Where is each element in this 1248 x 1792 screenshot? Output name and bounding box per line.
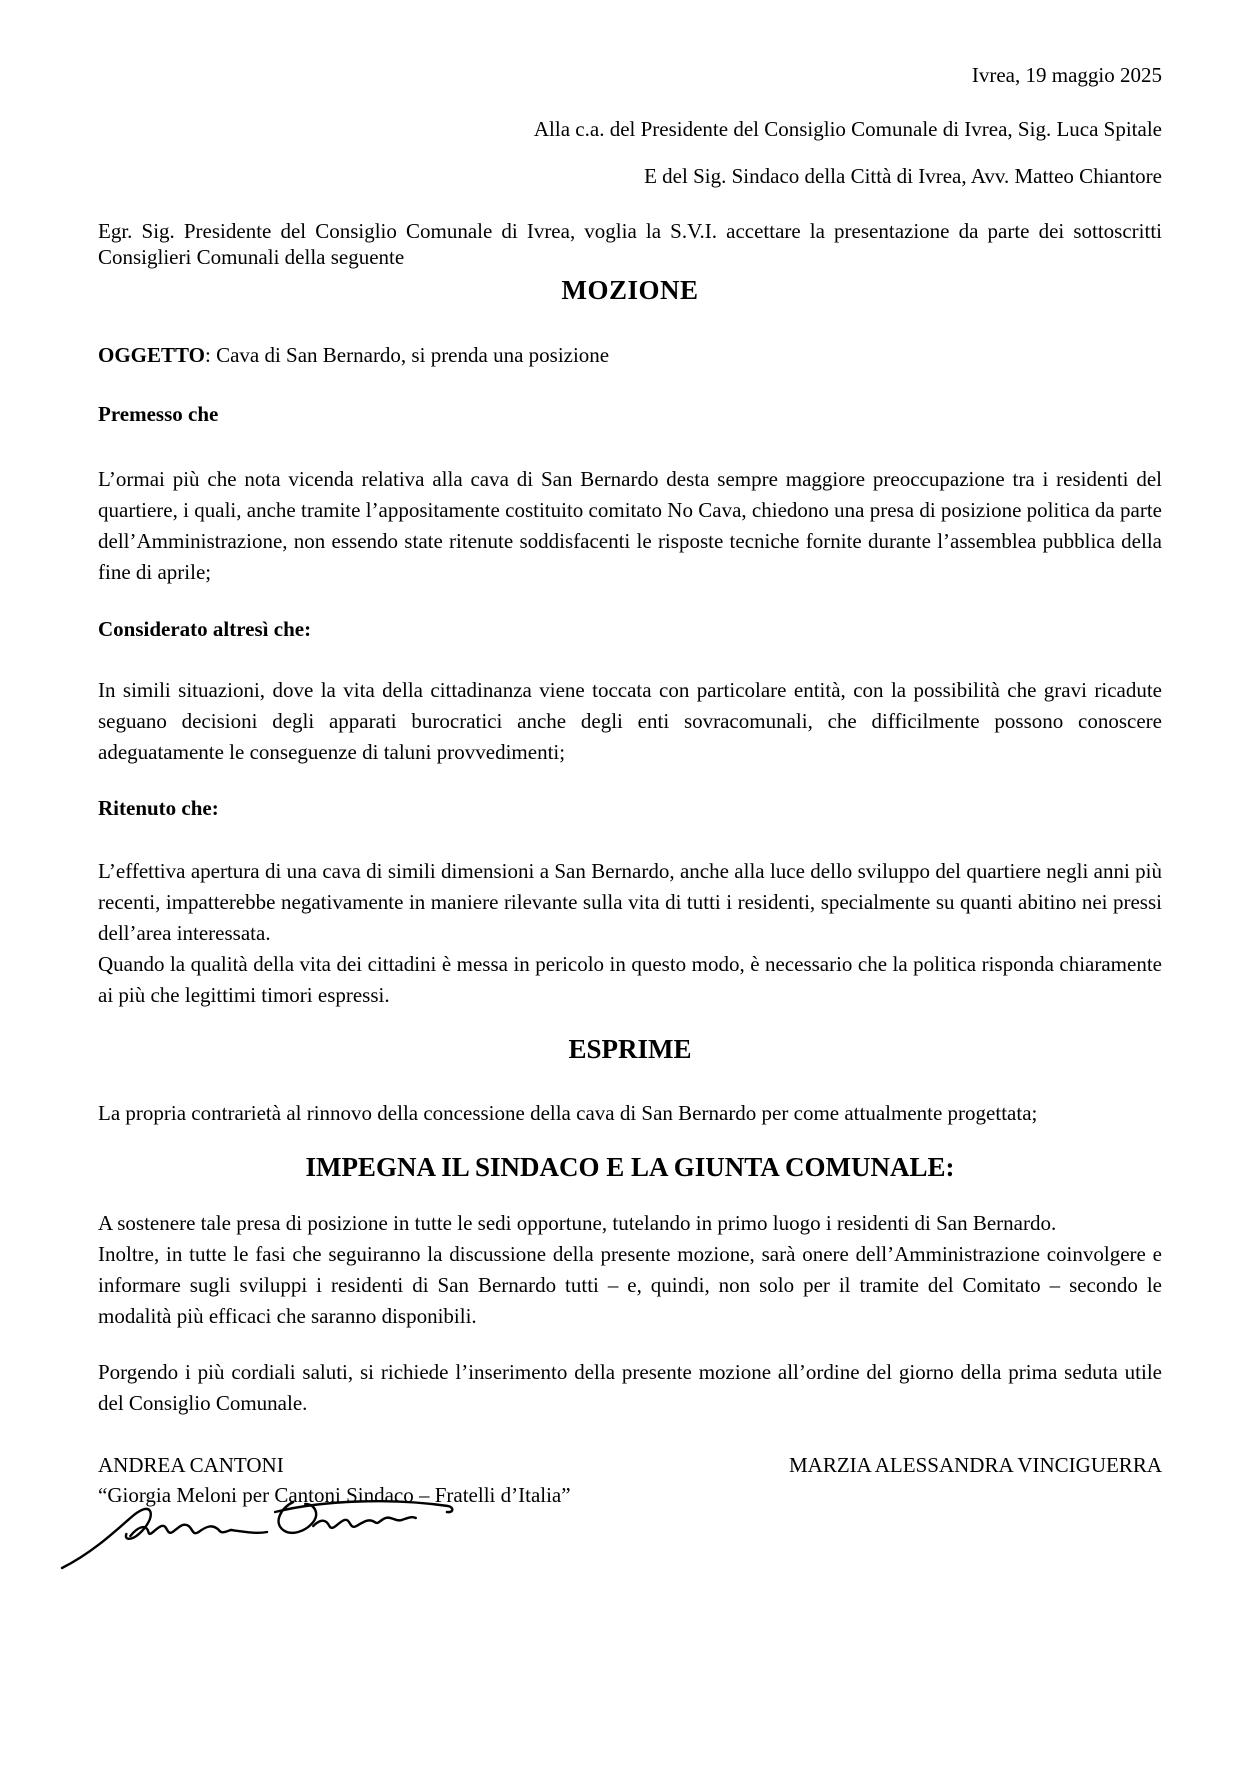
signer-name-left: ANDREA CANTONI	[98, 1453, 284, 1477]
date-line: Ivrea, 19 maggio 2025	[971, 63, 1162, 87]
paragraph-esprime: La propria contrarietà al rinnovo della concessione della cava di San Bernardo per come attualmente progettata;	[98, 1101, 1038, 1125]
heading-esprime: ESPRIME	[568, 1034, 692, 1064]
document-title: MOZIONE	[561, 275, 699, 305]
subject-text: : Cava di San Bernardo, si prenda una posizione	[204, 343, 610, 367]
signers-row	[98, 1450, 1162, 1481]
heading-premesso: Premesso che	[98, 402, 219, 426]
paragraph-ritenuto-1: L’effettiva apertura di una cava di simili dimensioni a San Bernardo, anche alla luce dello sviluppo del quartiere negli anni più recenti, impatterebbe negativamente in maniere rilevante sulla vita di tutti i residenti, specialmente su quanti abitino nei pressi dell’area interessata.	[98, 859, 1162, 945]
signer-group-caption: “Giorgia Meloni per Cantoni Sindaco – Fratelli d’Italia”	[98, 1483, 571, 1507]
paragraph-impegna-2: Inoltre, in tutte le fasi che seguiranno la discussione della presente mozione, sarà onere dell’Amministrazione coinvolgere e informare sugli sviluppi i residenti di San Bernardo tutti – e, quindi, non solo per il tramite del Comitato – secondo le modalità più efficaci che saranno disponibili.	[98, 1242, 1162, 1328]
paragraph-ritenuto-2: Quando la qualità della vita dei cittadini è messa in pericolo in questo modo, è necessario che la politica risponda chiaramente ai più che legittimi timori espressi.	[98, 952, 1162, 1007]
paragraph-impegna-1: A sostenere tale presa di posizione in tutte le sedi opportune, tutelando in primo luogo i residenti di San Bernardo.	[98, 1211, 1057, 1235]
paragraph-premesso: L’ormai più che nota vicenda relativa alla cava di San Bernardo desta sempre maggiore preoccupazione tra i residenti del quartiere, i quali, anche tramite l’appositamente costituito comitato No Cava, chiedono una presa di posizione politica da parte dell’Amministrazione, non essendo state ritenute soddisfacenti le risposte tecniche fornite durante l’assemblea pubblica della fine di aprile;	[98, 467, 1162, 584]
paragraph-considerato: In simili situazioni, dove la vita della cittadinanza viene toccata con particolare entità, con la possibilità che gravi ricadute seguano decisioni degli apparati burocratici anche degli enti sovracomunali, che difficilmente possono conoscere adeguatamente le conseguenze di taluni provvedimenti;	[98, 678, 1162, 764]
signer-name-right: MARZIA ALESSANDRA VINCIGUERRA	[789, 1453, 1162, 1477]
heading-impegna: IMPEGNA IL SINDACO E LA GIUNTA COMUNALE:	[305, 1152, 955, 1182]
recipient-line-mayor: E del Sig. Sindaco della Città di Ivrea, Avv. Matteo Chiantore	[644, 164, 1162, 188]
subject-line	[98, 340, 1162, 371]
subject-label: OGGETTO	[98, 343, 205, 367]
heading-ritenuto: Ritenuto che:	[98, 796, 219, 820]
heading-considerato: Considerato altresì che:	[98, 617, 312, 641]
paragraph-group-ritenuto	[98, 856, 1162, 1011]
salutation-paragraph: Egr. Sig. Presidente del Consiglio Comunale di Ivrea, voglia la S.V.I. accettare la presentazione da parte dei sottoscritti Consiglieri Comunali della seguente	[98, 219, 1162, 269]
recipient-line-president: Alla c.a. del Presidente del Consiglio Comunale di Ivrea, Sig. Luca Spitale	[533, 117, 1162, 141]
closing-paragraph: Porgendo i più cordiali saluti, si richiede l’inserimento della presente mozione all’ordine del giorno della prima seduta utile del Consiglio Comunale.	[98, 1360, 1162, 1415]
paragraph-group-impegna	[98, 1208, 1162, 1332]
